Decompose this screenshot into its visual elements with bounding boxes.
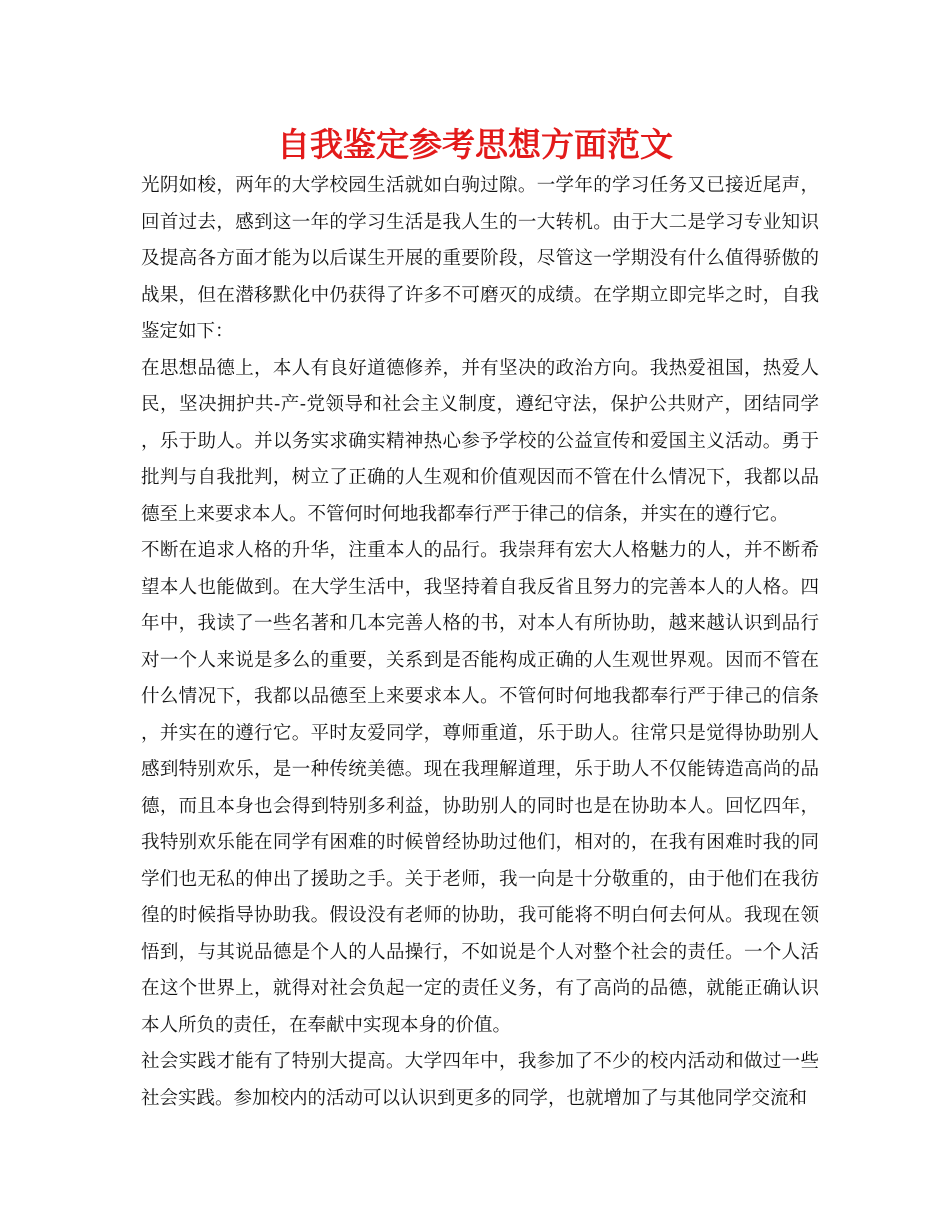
paragraph-personal-growth: 不断在追求人格的升华，注重本人的品行。我崇拜有宏大人格魅力的人，并不断希望本人也能做到。在大学生活中，我坚持着自我反省且努力的完善本人的人格。四年中，我读了一些名著和几本完善人格的书，对本人有所协助，越来越认识到品行对一个人来说是多么的重要，关系到是否能构成正确的人生观世界观。因而不管在什么情况下，我都以品德至上来要求本人。不管何时何地我都奉行严于律己的信条，并实在的遵行它。平时友爱同学，尊师重道，乐于助人。往常只是觉得协助别人感到特别欢乐，是一种传统美德。现在我理解道理，乐于助人不仅能铸造高尚的品德，而且本身也会得到特别多利益，协助别人的同时也是在协助本人。回忆四年，我特别欢乐能在同学有困难的时候曾经协助过他们，相对的，在我有困难时我的同学们也无私的伸出了援助之手。关于老师，我一向是十分敬重的，由于他们在我彷徨的时候指导协助我。假设没有老师的协助，我可能将不明白何去何从。我现在领悟到，与其说品德是个人的人品操行，不如说是个人对整个社会的责任。一个人活在这个世界上，就得对社会负起一定的责任义务，有了高尚的品德，就能正确认识本人所负的责任，在奉献中实现本身的价值。: [141, 540, 819, 1036]
paragraph-intro: 光阴如梭，两年的大学校园生活就如白驹过隙。一学年的学习任务又已接近尾声，回首过去，感到这一年的学习生活是我人生的一大转机。由于大二是学习专业知识及提高各方面才能为以后谋生开展的重要阶段，尽管这一学期没有什么值得骄傲的战果，但在潜移默化中仍获得了许多不可磨灭的成绩。在学期立即完毕之时，自我鉴定如下：: [141, 175, 819, 342]
document-title: 自我鉴定参考思想方面范文: [277, 125, 673, 164]
paragraph-social-practice: 社会实践才能有了特别大提高。大学四年中，我参加了不少的校内活动和做过一些社会实践。参加校内的活动可以认识到更多的同学，也就增加了与其他同学交流和: [141, 1051, 819, 1109]
document-body: [141, 168, 819, 1117]
paragraph-moral-character: 在思想品德上，本人有良好道德修养，并有坚决的政治方向。我热爱祖国，热爱人民，坚决拥护共-产-党领导和社会主义制度，遵纪守法，保护公共财产，团结同学，乐于助人。并以务实求确实精神热心参予学校的公益宣传和爱国主义活动。勇于批判与自我批判，树立了正确的人生观和价值观因而不管在什么情况下，我都以品德至上来要求本人。不管何时何地我都奉行严于律己的信条，并实在的遵行它。: [141, 357, 819, 525]
